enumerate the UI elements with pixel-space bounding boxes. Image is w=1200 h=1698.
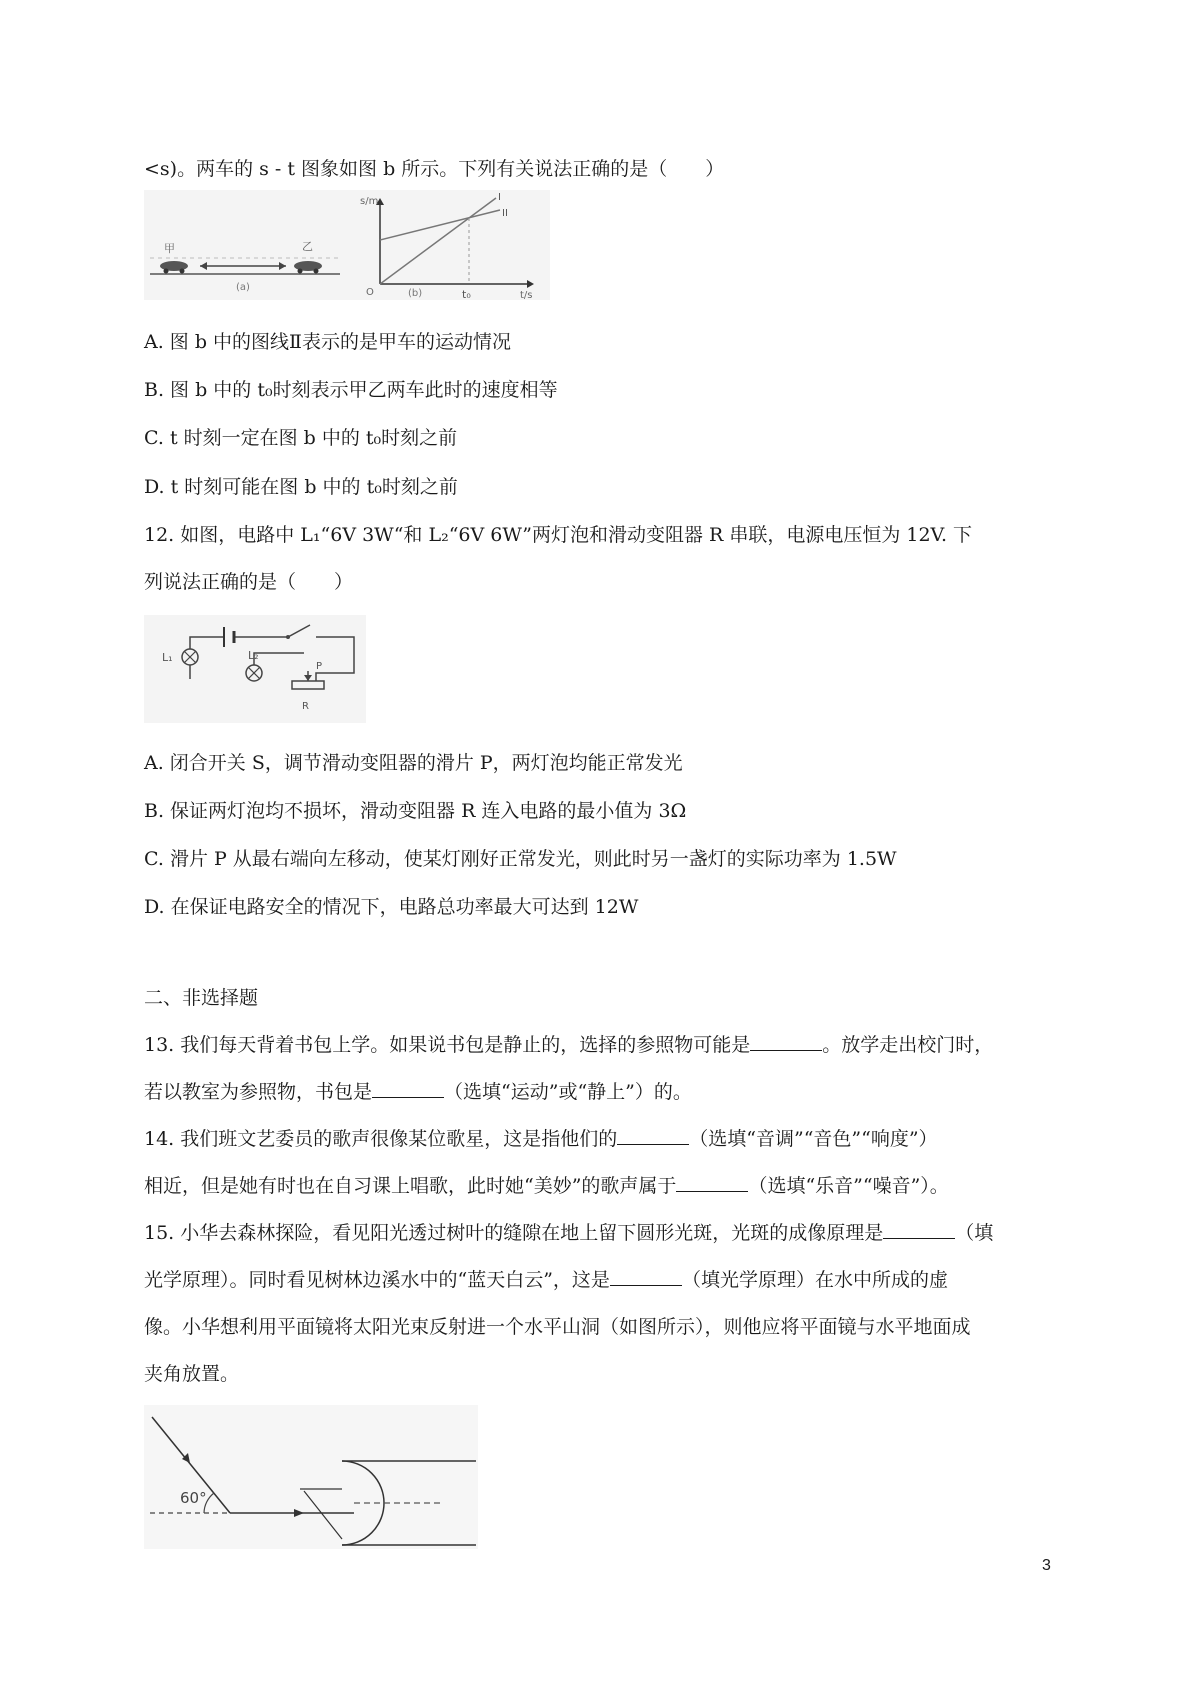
q11-option-d: D. t 时刻可能在图 b 中的 t₀时刻之前 — [144, 476, 458, 498]
q11-option-c: C. t 时刻一定在图 b 中的 t₀时刻之前 — [144, 427, 458, 449]
q14-text-2b: （选填“乐音”“噪音”）。 — [748, 1175, 949, 1197]
q13-text-2b: （选填“运动”或“静上”）的。 — [444, 1081, 692, 1103]
arrow-right-icon — [254, 262, 286, 270]
section-2-title: 二、非选择题 — [144, 987, 259, 1009]
q13-text-1a: 13. 我们每天背着书包上学。如果说书包是静止的，选择的参照物可能是 — [144, 1034, 751, 1056]
q12-option-a: A. 闭合开关 S，调节滑动变阻器的滑片 P，两灯泡均能正常发光 — [144, 752, 683, 774]
car-jia-icon — [160, 261, 188, 274]
fig-b-st-graph — [360, 192, 534, 300]
q11-stem-continuation: <s)。两车的 s - t 图象如图 b 所示。下列有关说法正确的是（ ） — [144, 158, 725, 180]
fig-label-l2: L₂ — [248, 649, 259, 662]
q13-text-1b: 。放学走出校门时， — [822, 1034, 994, 1056]
q11-option-a: A. 图 b 中的图线Ⅱ表示的是甲车的运动情况 — [144, 331, 511, 353]
q15-text-1a: 15. 小华去森林探险，看见阳光透过树叶的缝隙在地上留下圆形光斑，光斑的成像原理是 — [144, 1222, 884, 1244]
fig-a-label-jia: 甲 — [164, 242, 175, 255]
q14-text-1a: 14. 我们班文艺委员的歌声很像某位歌星，这是指他们的 — [144, 1128, 618, 1150]
switch-icon — [286, 625, 310, 639]
q15-line-3: 像。小华想利用平面镜将太阳光束反射进一个水平山洞（如图所示），则他应将平面镜与水平地面成 — [144, 1316, 971, 1338]
graph-line-2 — [380, 210, 500, 240]
car-yi-icon — [294, 261, 322, 274]
reflected-ray — [230, 1509, 354, 1517]
q12-stem-line-1: 12. 如图，电路中 L₁“6V 3W“和 L₂“6V 6W”两灯泡和滑动变阻器 R 串联，电源电压恒为 12V. 下 — [144, 524, 973, 546]
q14-blank-2[interactable] — [676, 1173, 748, 1192]
fig-b-ylabel: s/m — [360, 196, 379, 207]
battery-icon — [224, 627, 234, 647]
q11-option-b: B. 图 b 中的 t₀时刻表示甲乙两车此时的速度相等 — [144, 379, 558, 401]
fig-a-road — [150, 240, 340, 293]
q13-blank-1[interactable] — [750, 1032, 822, 1051]
fig-a-label-yi: 乙 — [302, 240, 313, 253]
q12-option-b: B. 保证两灯泡均不损坏，滑动变阻器 R 连入电路的最小值为 3Ω — [144, 800, 687, 822]
fig-a-caption: (a) — [236, 282, 250, 293]
fig-b-origin: O — [366, 287, 374, 298]
q14-line-2 — [144, 1173, 949, 1199]
fig-b-line2-label: II — [502, 208, 508, 219]
page-number: 3 — [1042, 1557, 1051, 1574]
arrow-left-icon — [200, 262, 254, 270]
q15-line-1 — [144, 1220, 993, 1246]
q12-circuit-figure — [144, 615, 366, 723]
q15-text-1b: （填 — [955, 1222, 994, 1244]
fig-b-line1-label: I — [498, 192, 501, 203]
q14-blank-1[interactable] — [617, 1126, 689, 1145]
q13-line-2 — [144, 1079, 692, 1105]
q11-figure — [144, 190, 550, 300]
q15-blank-1[interactable] — [883, 1220, 955, 1239]
q13-blank-2[interactable] — [372, 1079, 444, 1098]
q14-text-2a: 相近，但是她有时也在自习课上唱歌，此时她“美妙”的歌声属于 — [144, 1175, 677, 1197]
q15-line-4: 夹角放置。 — [144, 1363, 240, 1385]
fig-label-r: R — [302, 701, 309, 712]
q15-mirror-figure — [144, 1405, 478, 1549]
angle-label: 60° — [180, 1489, 207, 1507]
q13-line-1 — [144, 1032, 993, 1058]
q14-line-1 — [144, 1126, 938, 1152]
cave-outline — [300, 1461, 476, 1545]
graph-line-1 — [380, 198, 496, 284]
q13-text-2a: 若以教室为参照物，书包是 — [144, 1081, 373, 1103]
lamp-l1-icon — [182, 649, 198, 665]
q15-text-2b: （填光学原理）在水中所成的虚 — [681, 1269, 948, 1291]
q15-text-2a: 光学原理）。同时看见树林边溪水中的“蓝天白云”，这是 — [144, 1269, 610, 1291]
fig-label-p: P — [316, 661, 323, 672]
fig-label-l1: L₁ — [162, 651, 173, 664]
fig-b-t0: t₀ — [462, 288, 471, 300]
lamp-l2-icon — [246, 665, 262, 681]
q15-blank-2[interactable] — [610, 1267, 682, 1286]
fig-b-xlabel: t/s — [520, 290, 533, 300]
q15-line-2 — [144, 1267, 948, 1293]
q12-stem-line-2: 列说法正确的是（ ） — [144, 571, 354, 593]
q12-option-c: C. 滑片 P 从最右端向左移动，使某灯刚好正常发光，则此时另一盏灯的实际功率为 1.5W — [144, 848, 897, 870]
q12-option-d: D. 在保证电路安全的情况下，电路总功率最大可达到 12W — [144, 896, 639, 918]
q14-text-1b: （选填“音调”“音色”“响度”） — [689, 1128, 938, 1150]
fig-b-caption: (b) — [408, 288, 423, 299]
